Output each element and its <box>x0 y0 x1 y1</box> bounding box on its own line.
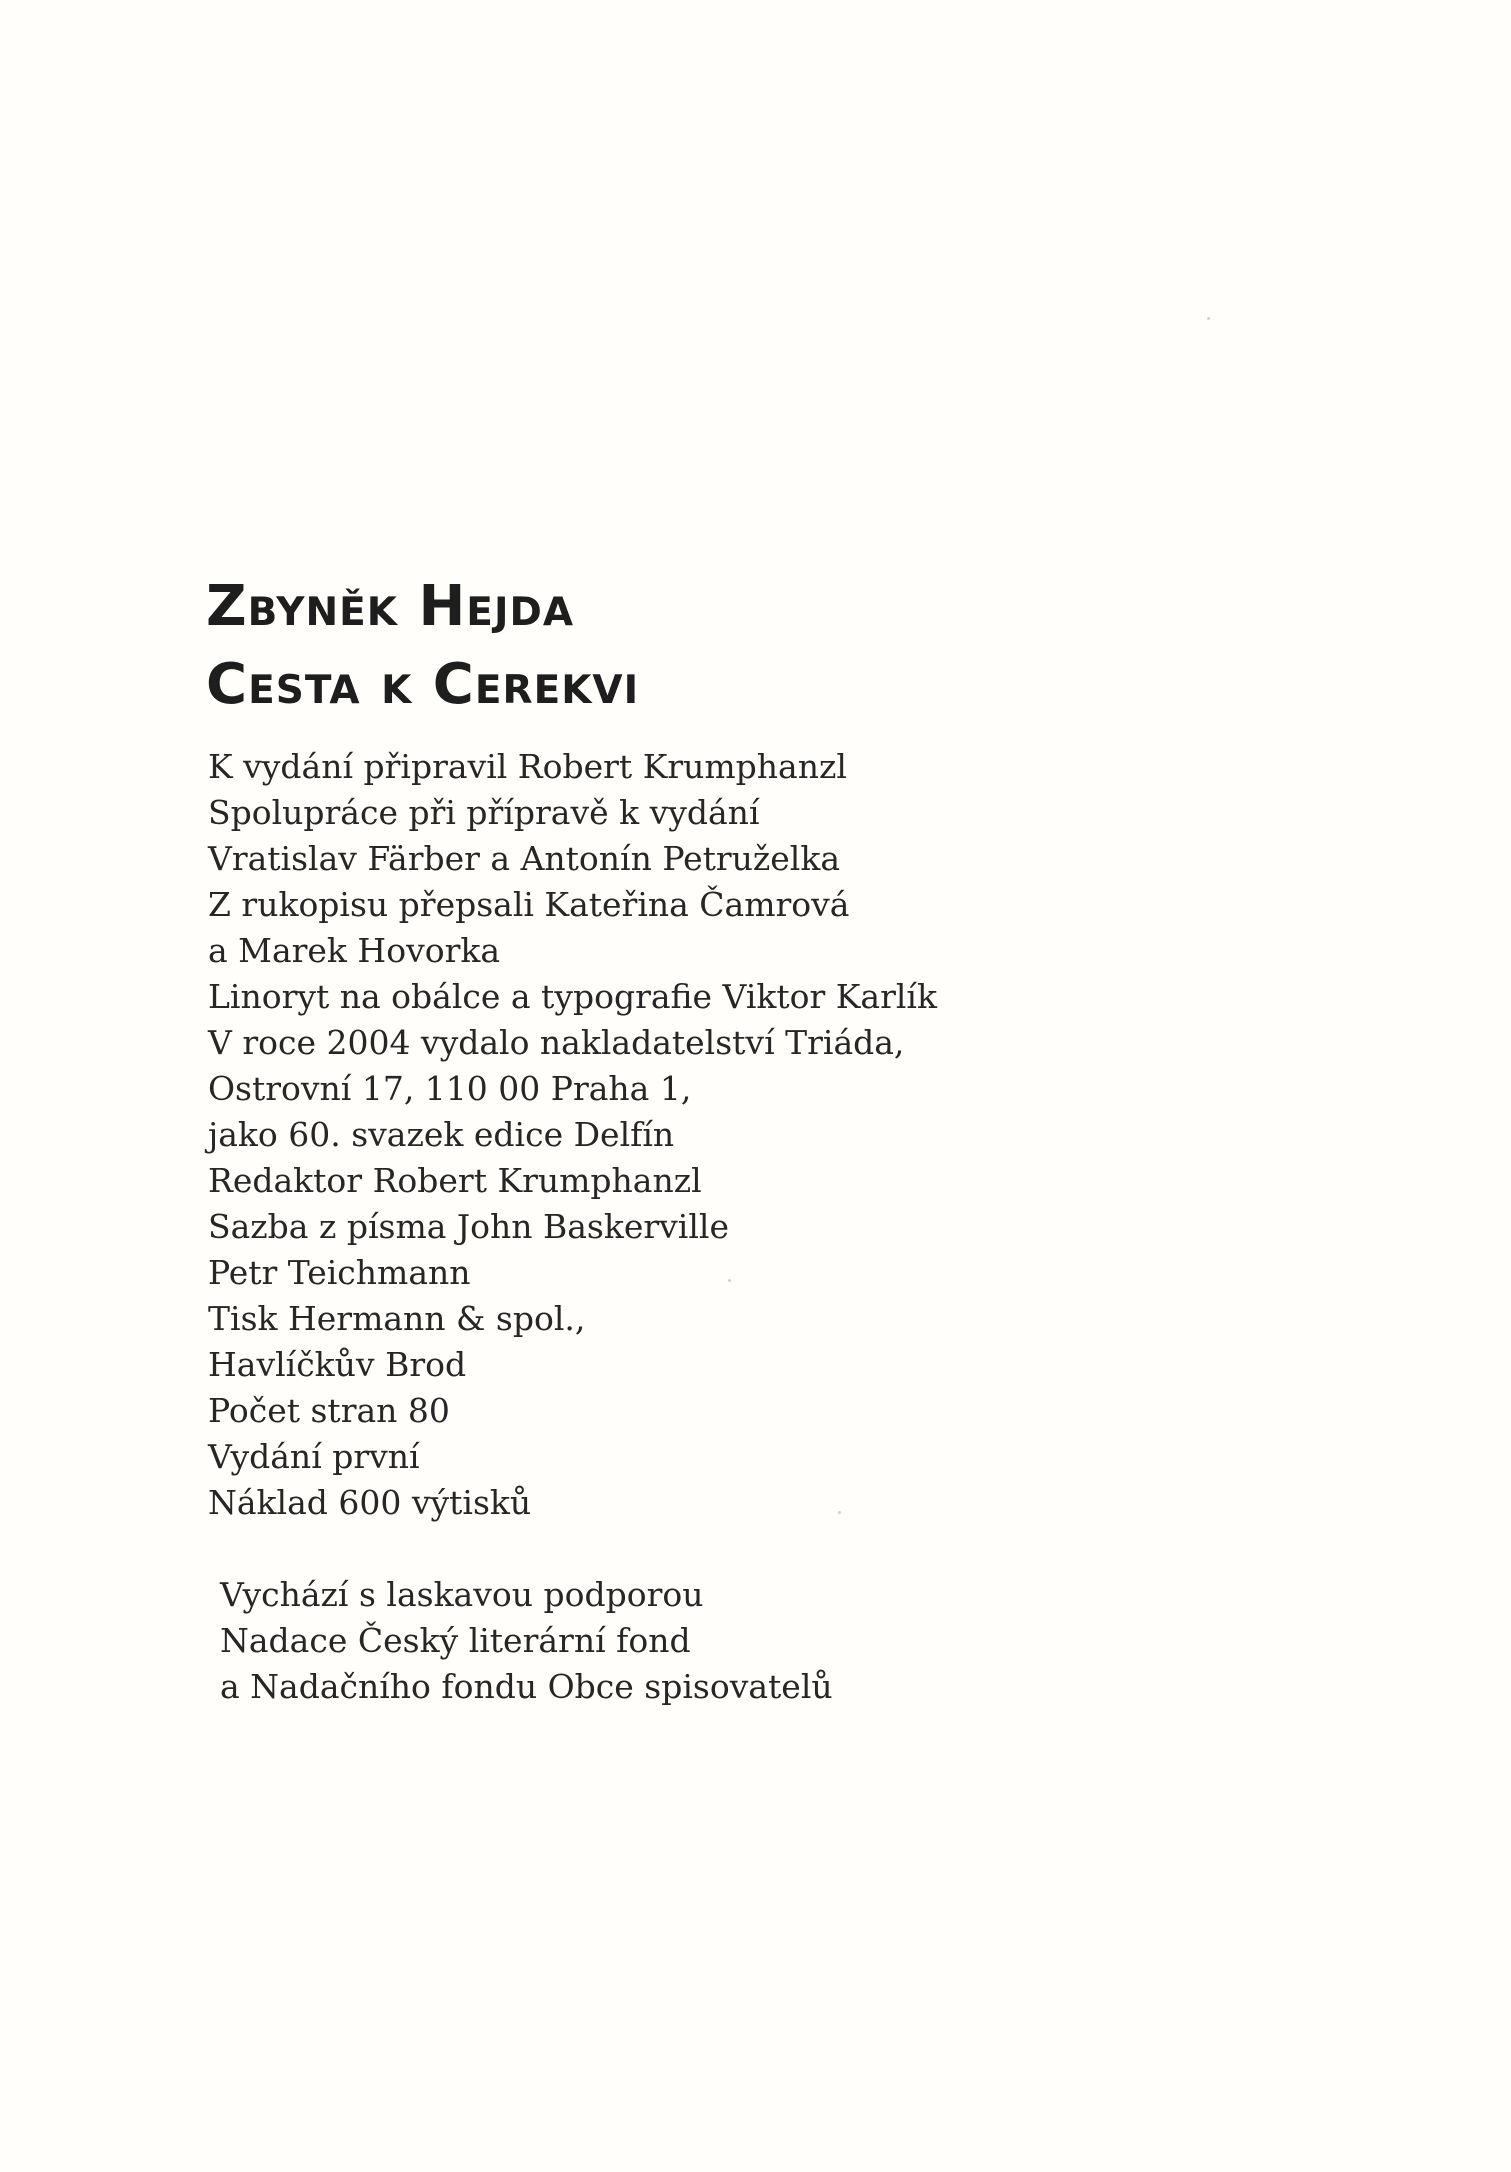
colophon-line: Tisk Hermann & spol., <box>208 1299 586 1338</box>
colophon-line: Ostrovní 17, 110 00 Praha 1, <box>208 1069 692 1108</box>
colophon-line: Havlíčkův Brod <box>208 1345 467 1384</box>
colophon-line: Spolupráce při přípravě k vydání <box>208 793 760 832</box>
colophon-line: Sazba z písma John Baskerville <box>208 1207 729 1246</box>
paper-speck <box>1207 317 1210 320</box>
colophon-line: Z rukopisu přepsali Kateřina Čamrová <box>208 885 850 924</box>
support-note <box>220 1572 1320 1710</box>
support-line: Nadace Český literární fond <box>220 1621 691 1660</box>
author-name: Zbyněk Hejda <box>206 574 575 639</box>
colophon-line: Linoryt na obálce a typografie Viktor Karlík <box>208 977 937 1016</box>
colophon-line: Počet stran 80 <box>208 1391 450 1430</box>
support-line: Vychází s laskavou podporou <box>220 1575 704 1614</box>
support-line: a Nadačního fondu Obce spisovatelů <box>220 1667 833 1706</box>
colophon-line: Vratislav Färber a Antonín Petruželka <box>208 839 841 878</box>
colophon-line: Náklad 600 výtisků <box>208 1483 532 1522</box>
colophon-line: jako 60. svazek edice Delfín <box>208 1115 675 1154</box>
colophon-line: Petr Teichmann <box>208 1253 471 1292</box>
colophon-line: Redaktor Robert Krumphanzl <box>208 1161 702 1200</box>
colophon-line: a Marek Hovorka <box>208 931 501 970</box>
colophon <box>208 744 1308 1526</box>
colophon-line: K vydání připravil Robert Krumphanzl <box>208 747 847 786</box>
title-block <box>206 568 1206 724</box>
book-title: Cesta k Cerekvi <box>206 652 640 717</box>
colophon-line: V roce 2004 vydalo nakladatelství Triáda, <box>208 1023 905 1062</box>
colophon-line: Vydání první <box>208 1437 420 1476</box>
